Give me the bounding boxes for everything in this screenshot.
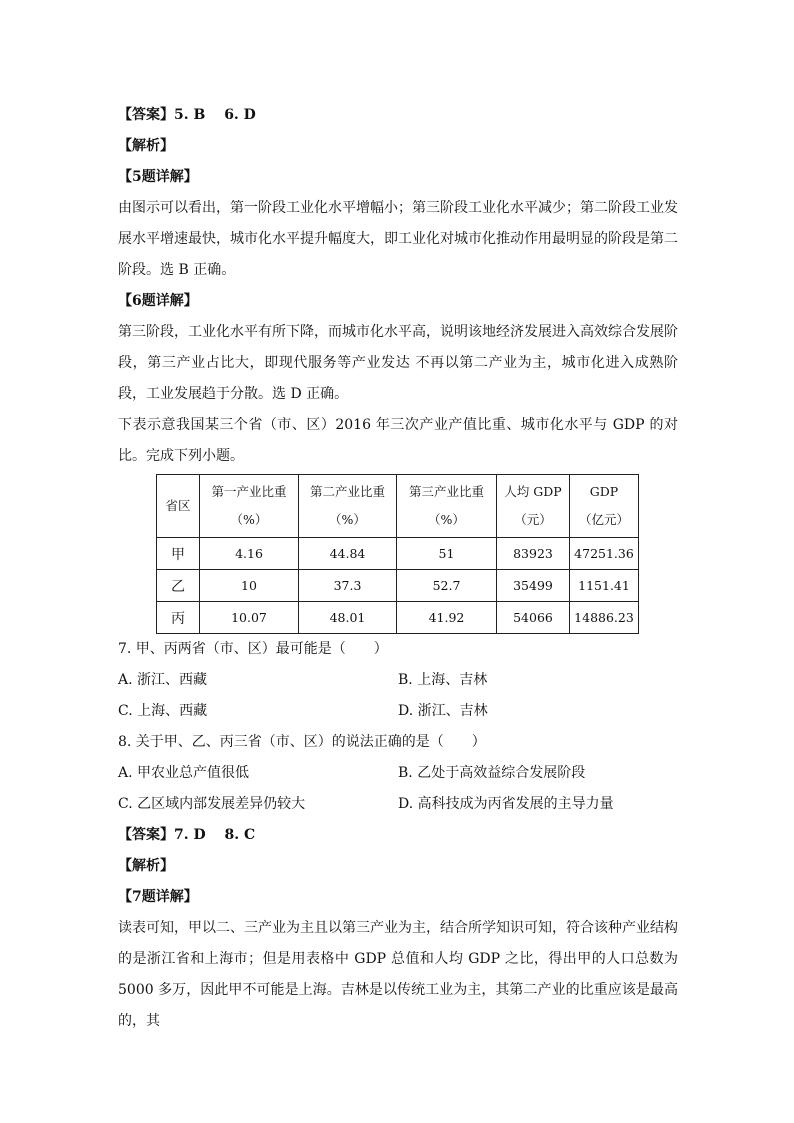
q7-option-a: A. 浙江、西藏	[118, 672, 208, 688]
q7-option-d: D. 浙江、吉林	[398, 703, 488, 719]
q7-options-row-1	[118, 665, 678, 696]
table-cell: 51	[397, 538, 497, 570]
q7-options-row-2	[118, 696, 678, 727]
q5-detail-heading: 【5题详解】	[118, 169, 198, 185]
header-gdp: GDP （亿元）	[570, 475, 639, 538]
industry-data-table	[156, 474, 639, 634]
q6-detail-text: 第三阶段，工业化水平有所下降，而城市化水平高，说明该地经济发展进入高效综合发展阶段，第三产业占比大，即现代服务等产业发达 不再以第二产业为主，城市化进入成熟阶段，工业发展趋于分散。选 D 正确。	[118, 324, 678, 402]
table-row	[157, 538, 639, 570]
table-cell: 丙	[157, 602, 200, 634]
q7-option-b: B. 上海、吉林	[398, 672, 488, 688]
q8-option-d: D. 高科技成为丙省发展的主导力量	[398, 796, 614, 812]
q8-option-b: B. 乙处于高效益综合发展阶段	[398, 765, 586, 781]
table-cell: 14886.23	[570, 602, 639, 634]
q7-detail-heading: 【7题详解】	[118, 889, 198, 905]
header-secondary-share: 第二产业比重 （%）	[299, 475, 397, 538]
table-row	[157, 602, 639, 634]
analysis-label-2: 【解析】	[118, 858, 174, 874]
header-tertiary-share: 第三产业比重 （%）	[397, 475, 497, 538]
table-cell: 甲	[157, 538, 200, 570]
header-gdp-per-capita: 人均 GDP （元）	[497, 475, 570, 538]
q6-detail-heading: 【6题详解】	[118, 293, 198, 309]
table-row	[157, 570, 639, 602]
table-cell: 54066	[497, 602, 570, 634]
answer-7-8: 【答案】7. D 8. C	[118, 827, 256, 843]
q8-option-c: C. 乙区域内部发展差异仍较大	[118, 796, 306, 812]
table-cell: 52.7	[397, 570, 497, 602]
q8-options-row-1	[118, 758, 678, 789]
q7-option-c: C. 上海、西藏	[118, 703, 208, 719]
q8-option-a: A. 甲农业总产值很低	[118, 765, 250, 781]
table-cell: 47251.36	[570, 538, 639, 570]
header-primary-share: 第一产业比重 （%）	[200, 475, 299, 538]
table-cell: 48.01	[299, 602, 397, 634]
q5-detail-text: 由图示可以看出，第一阶段工业化水平增幅小；第三阶段工业化水平减少；第二阶段工业发展水平增速最快，城市化水平提升幅度大，即工业化对城市化推动作用最明显的阶段是第二阶段。选 B 正确。	[118, 200, 678, 278]
q8-stem: 8. 关于甲、乙、丙三省（市、区）的说法正确的是（ ）	[118, 734, 486, 750]
table-cell: 41.92	[397, 602, 497, 634]
q7-stem: 7. 甲、丙两省（市、区）最可能是（ ）	[118, 641, 388, 657]
table-cell: 10	[200, 570, 299, 602]
table-cell: 35499	[497, 570, 570, 602]
answer-5-6: 【答案】5. B 6. D	[118, 107, 256, 123]
table-cell: 乙	[157, 570, 200, 602]
table-cell: 4.16	[200, 538, 299, 570]
q7-detail-text: 读表可知，甲以二、三产业为主且以第三产业为主，结合所学知识可知，符合该种产业结构的是浙江省和上海市；但是用表格中 GDP 总值和人均 GDP 之比，得出甲的人口总数为 5000 多万，因此甲不可能是上海。吉林是以传统工业为主，其第二产业的比重应该是最高的，其	[118, 920, 678, 1029]
document-page	[118, 100, 678, 1037]
table-cell: 44.84	[299, 538, 397, 570]
table-cell: 37.3	[299, 570, 397, 602]
header-province: 省区	[157, 475, 200, 538]
analysis-label-1: 【解析】	[118, 138, 174, 154]
table-cell: 1151.41	[570, 570, 639, 602]
table-cell: 10.07	[200, 602, 299, 634]
q8-options-row-2	[118, 789, 678, 820]
table-intro: 下表示意我国某三个省（市、区）2016 年三次产业产值比重、城市化水平与 GDP 的对比。完成下列小题。	[118, 417, 678, 464]
table-header-row	[157, 475, 639, 538]
table-cell: 83923	[497, 538, 570, 570]
